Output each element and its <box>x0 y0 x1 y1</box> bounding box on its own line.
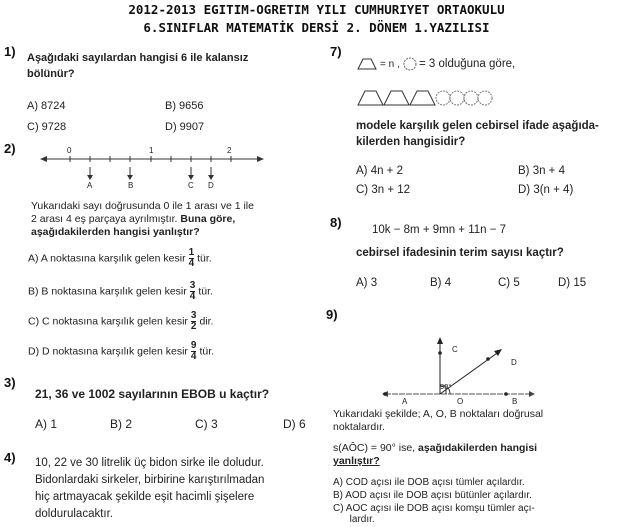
q7-eq-1: = n , <box>380 59 400 70</box>
label-c: C <box>452 345 458 354</box>
q4-number: 4) <box>4 450 16 465</box>
q3-text: 21, 36 ve 1002 sayılarının EBOB u kaçtır? <box>35 387 270 401</box>
q2-text-2a: 2 arası 4 eş parçaya ayrılmıştır. <box>31 213 178 225</box>
circle-icon <box>403 57 417 71</box>
q4-line-4: doldurulacaktır. <box>35 508 113 520</box>
q9-option-c: C) AOC açısı ile DOB açısı komşu tümler açı- <box>333 503 535 514</box>
q9-option-b: B) AOD açısı ile DOB açısı bütünler açılardır. <box>333 490 532 501</box>
label-a: A <box>402 397 408 406</box>
q1-option-b: B) 9656 <box>165 100 204 112</box>
angle-figure <box>380 335 540 405</box>
q9-bold-1: aşağıdakilerden hangisi <box>418 442 538 454</box>
q7-text-2: kilerden hangisidir? <box>356 136 466 148</box>
q9-option-c-cont: lardır. <box>333 514 375 525</box>
exam-title-line1: 2012-2013 EGITIM-OGRETIM YILI CUMHURIYET ORTAOKULU <box>128 2 505 17</box>
q3-option-d: D) 6 <box>283 417 306 431</box>
q9-number: 9) <box>326 307 338 322</box>
q3-number: 3) <box>4 375 16 390</box>
q2-option-d: D) D noktasına karşılık gelen kesir $\frac{9}{4}$ tür. <box>28 340 215 362</box>
q7-number: 7) <box>330 44 342 59</box>
q1-number: 1) <box>4 44 16 59</box>
q2-option-a: A) A noktasına karşılık gelen kesir $\frac{1}{4}$ tür. <box>28 247 212 269</box>
q7-option-d: D) 3(n + 4) <box>518 184 574 196</box>
q4-line-2: Bidonlardaki sirkeler, birbirine karıştırılmadan <box>35 474 265 486</box>
point-a-dot <box>380 392 390 396</box>
q8-expression: 10k − 8m + 9mn + 11n − 7 <box>372 224 507 236</box>
q9-condition: s(AÔC) = 90° ise, <box>333 442 416 454</box>
point-label-c: C <box>188 181 194 190</box>
q3-option-a: A) 1 <box>35 417 58 431</box>
q9-option-a: A) COD açısı ile DOB açısı tümler açılardır. <box>333 477 525 488</box>
q2-text-1: Yukarıdaki sayı doğrusunda 0 ile 1 arası ve 1 ile <box>31 200 254 212</box>
point-label-a: A <box>87 181 93 190</box>
q1-text-1: Aşağıdaki sayılardan hangisi 6 ile kalansız <box>27 52 249 64</box>
q7-text-1: modele karşılık gelen cebirsel ifade aşağıda- <box>356 120 599 132</box>
q9-text-1: Yukarıdaki şekilde; A, O, B noktaları doğrusal <box>333 408 544 420</box>
q1-text-2: bölünür? <box>27 68 75 80</box>
q2-text-2b: Buna göre, <box>180 213 236 225</box>
axis-label-2: 2 <box>227 146 232 155</box>
q7-option-a: A) 4n + 2 <box>356 165 403 177</box>
label-d: D <box>511 358 517 367</box>
q1-option-a: A) 8724 <box>27 100 66 112</box>
q7-option-b: B) 3n + 4 <box>518 165 565 177</box>
q8-text: cebirsel ifadesinin terim sayısı kaçtır? <box>356 247 564 259</box>
q4-line-3: hiç artmayacak şekilde eşit hacimli şişelere <box>35 491 255 503</box>
q2-number: 2) <box>4 141 16 156</box>
q8-option-b: B) 4 <box>430 277 452 289</box>
axis-label-1: 1 <box>149 146 154 155</box>
q1-option-c: C) 9728 <box>27 121 67 133</box>
q8-option-c: C) 5 <box>498 277 520 289</box>
point-label-b: B <box>128 181 134 190</box>
q2-text-3: aşağıdakilerden hangisi yanlıştır? <box>31 226 200 238</box>
q3-option-b: B) 2 <box>110 417 133 431</box>
exam-title-line2: 6.SINIFLAR MATEMATİK DERSİ 2. DÖNEM 1.YAZILISI <box>143 20 490 35</box>
q8-number: 8) <box>330 215 342 230</box>
q7-eq-2: = 3 olduğuna göre, <box>419 58 516 70</box>
q8-option-a: A) 3 <box>356 277 378 289</box>
q4-line-1: 10, 22 ve 30 litrelik üç bidon sirke ile doludur. <box>35 457 264 469</box>
label-b: B <box>512 397 518 406</box>
point-label-d: D <box>208 181 214 190</box>
q9-bold-2: yanlıştır? <box>333 455 380 467</box>
label-angle: 90° <box>440 382 452 391</box>
q3-option-c: C) 3 <box>195 417 218 431</box>
q1-option-d: D) 9907 <box>165 121 205 133</box>
q9-text-2: noktalardır. <box>333 421 385 433</box>
number-line <box>40 145 270 190</box>
q7-option-c: C) 3n + 12 <box>356 184 411 196</box>
q8-option-d: D) 15 <box>558 277 587 289</box>
trapezoid-icon <box>357 58 377 70</box>
q2-option-b: B) B noktasına karşılık gelen kesir $\frac{3}{4}$ tür. <box>28 280 213 302</box>
q2-option-c: C) C noktasına karşılık gelen kesir $\frac{3}{2}$ dir. <box>28 310 214 332</box>
model-circles <box>357 88 507 106</box>
label-o: O <box>457 397 464 406</box>
axis-label-0: 0 <box>67 146 72 155</box>
